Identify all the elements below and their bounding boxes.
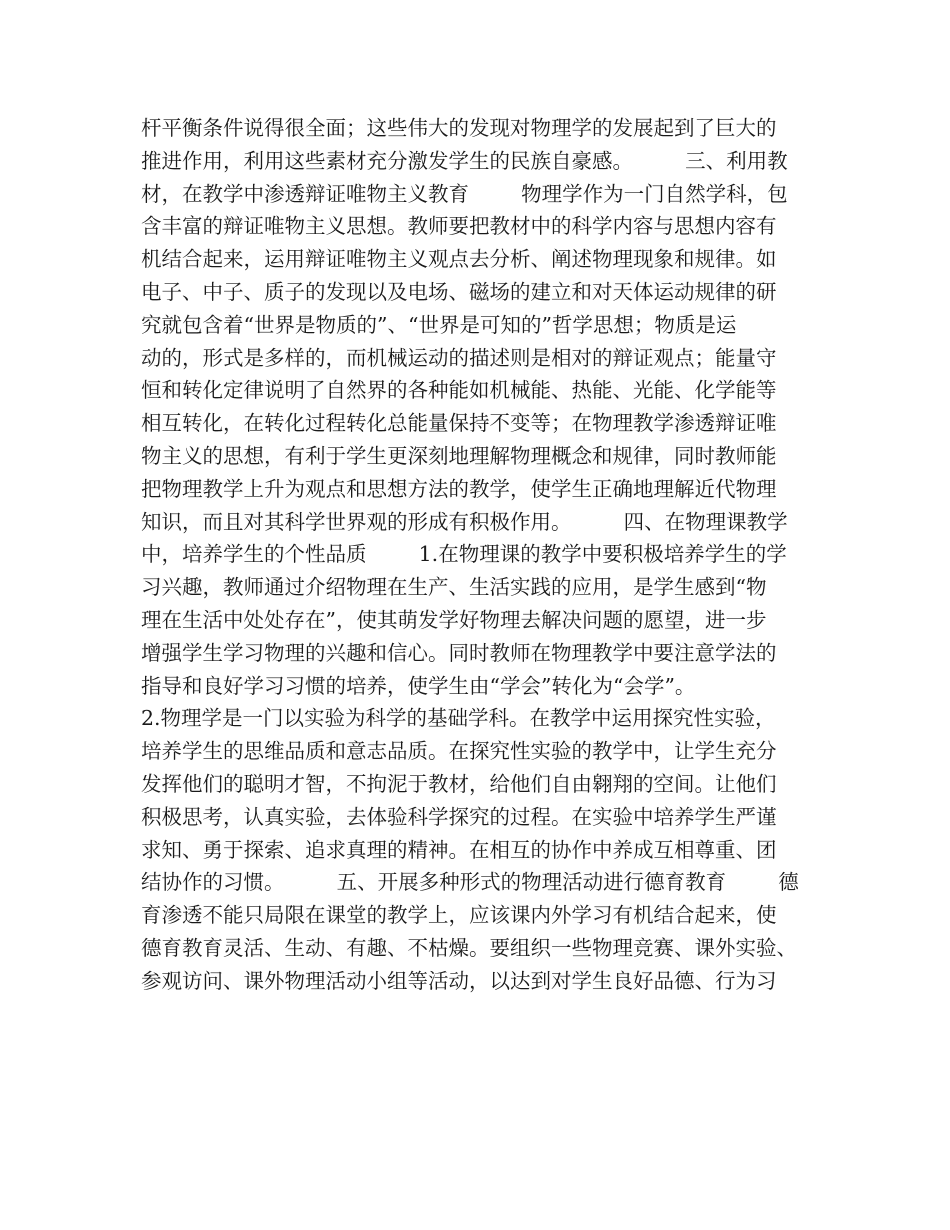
text-line: 理在生活中处处存在”，使其萌发学好物理去解决问题的愿望，进一步: [141, 607, 767, 632]
text-line: 把物理教学上升为观点和思想方法的教学，使学生正确地理解近代物理: [141, 476, 777, 501]
text-line: 含丰富的辩证唯物主义思想。教师要把教材中的科学内容与思想内容有: [141, 214, 777, 239]
text-line: 动的，形式是多样的，而机械运动的描述则是相对的辩证观点；能量守: [141, 345, 777, 370]
text-line: 中，培养学生的个性品质 1.在物理课的教学中要积极培养学生的学: [141, 542, 787, 567]
text-line: 物主义的思想，有利于学生更深刻地理解物理概念和规律，同时教师能: [141, 443, 777, 468]
text-line: 知识，而且对其科学世界观的形成有积极作用。 四、在物理课教学: [141, 509, 788, 534]
text-line: 发挥他们的聪明才智，不拘泥于教材，给他们自由翱翔的空间。让他们: [141, 771, 777, 796]
text-line: 指导和良好学习习惯的培养，使学生由“学会”转化为“会学”。: [141, 673, 696, 698]
text-line: 育渗透不能只局限在课堂的教学上，应该课内外学习有机结合起来，使: [141, 903, 777, 928]
text-line: 德育教育灵活、生动、有趣、不枯燥。要组织一些物理竞赛、课外实验、: [141, 935, 797, 960]
text-line: 究就包含着“世界是物质的”、“世界是可知的”哲学思想；物质是运: [141, 312, 737, 337]
text-line: 相互转化，在转化过程转化总能量保持不变等；在物理教学渗透辩证唯: [141, 411, 777, 436]
text-line: 增强学生学习物理的兴趣和信心。同时教师在物理教学中要注意学法的: [141, 640, 777, 665]
text-line: 习兴趣，教师通过介绍物理在生产、生活实践的应用，是学生感到“物: [141, 575, 767, 600]
text-line: 培养学生的思维品质和意志品质。在探究性实验的教学中，让学生充分: [141, 739, 777, 764]
text-line: 积极思考，认真实验，去体验科学探究的过程。在实验中培养学生严谨: [141, 804, 777, 829]
text-line: 恒和转化定律说明了自然界的各种能如机械能、热能、光能、化学能等: [141, 378, 777, 403]
text-line: 结协作的习惯。 五、开展多种形式的物理活动进行德育教育 德: [141, 870, 799, 895]
text-line: 推进作用，利用这些素材充分激发学生的民族自豪感。 三、利用教: [141, 148, 788, 173]
text-line: 材，在教学中渗透辩证唯物主义教育 物理学作为一门自然学科，包: [141, 181, 788, 206]
text-line: 参观访问、课外物理活动小组等活动，以达到对学生良好品德、行为习: [141, 968, 777, 993]
text-line: 电子、中子、质子的发现以及电场、磁场的建立和对天体运动规律的研: [141, 279, 777, 304]
text-line: 求知、勇于探索、追求真理的精神。在相互的协作中养成互相尊重、团: [141, 837, 777, 862]
text-line: 杆平衡条件说得很全面；这些伟大的发现对物理学的发展起到了巨大的: [141, 116, 777, 140]
text-line: 2.物理学是一门以实验为科学的基础学科。在教学中运用探究性实验，: [141, 706, 776, 731]
body-text: [141, 112, 841, 998]
text-line: 机结合起来，运用辩证唯物主义观点去分析、阐述物理现象和规律。如: [141, 247, 777, 272]
